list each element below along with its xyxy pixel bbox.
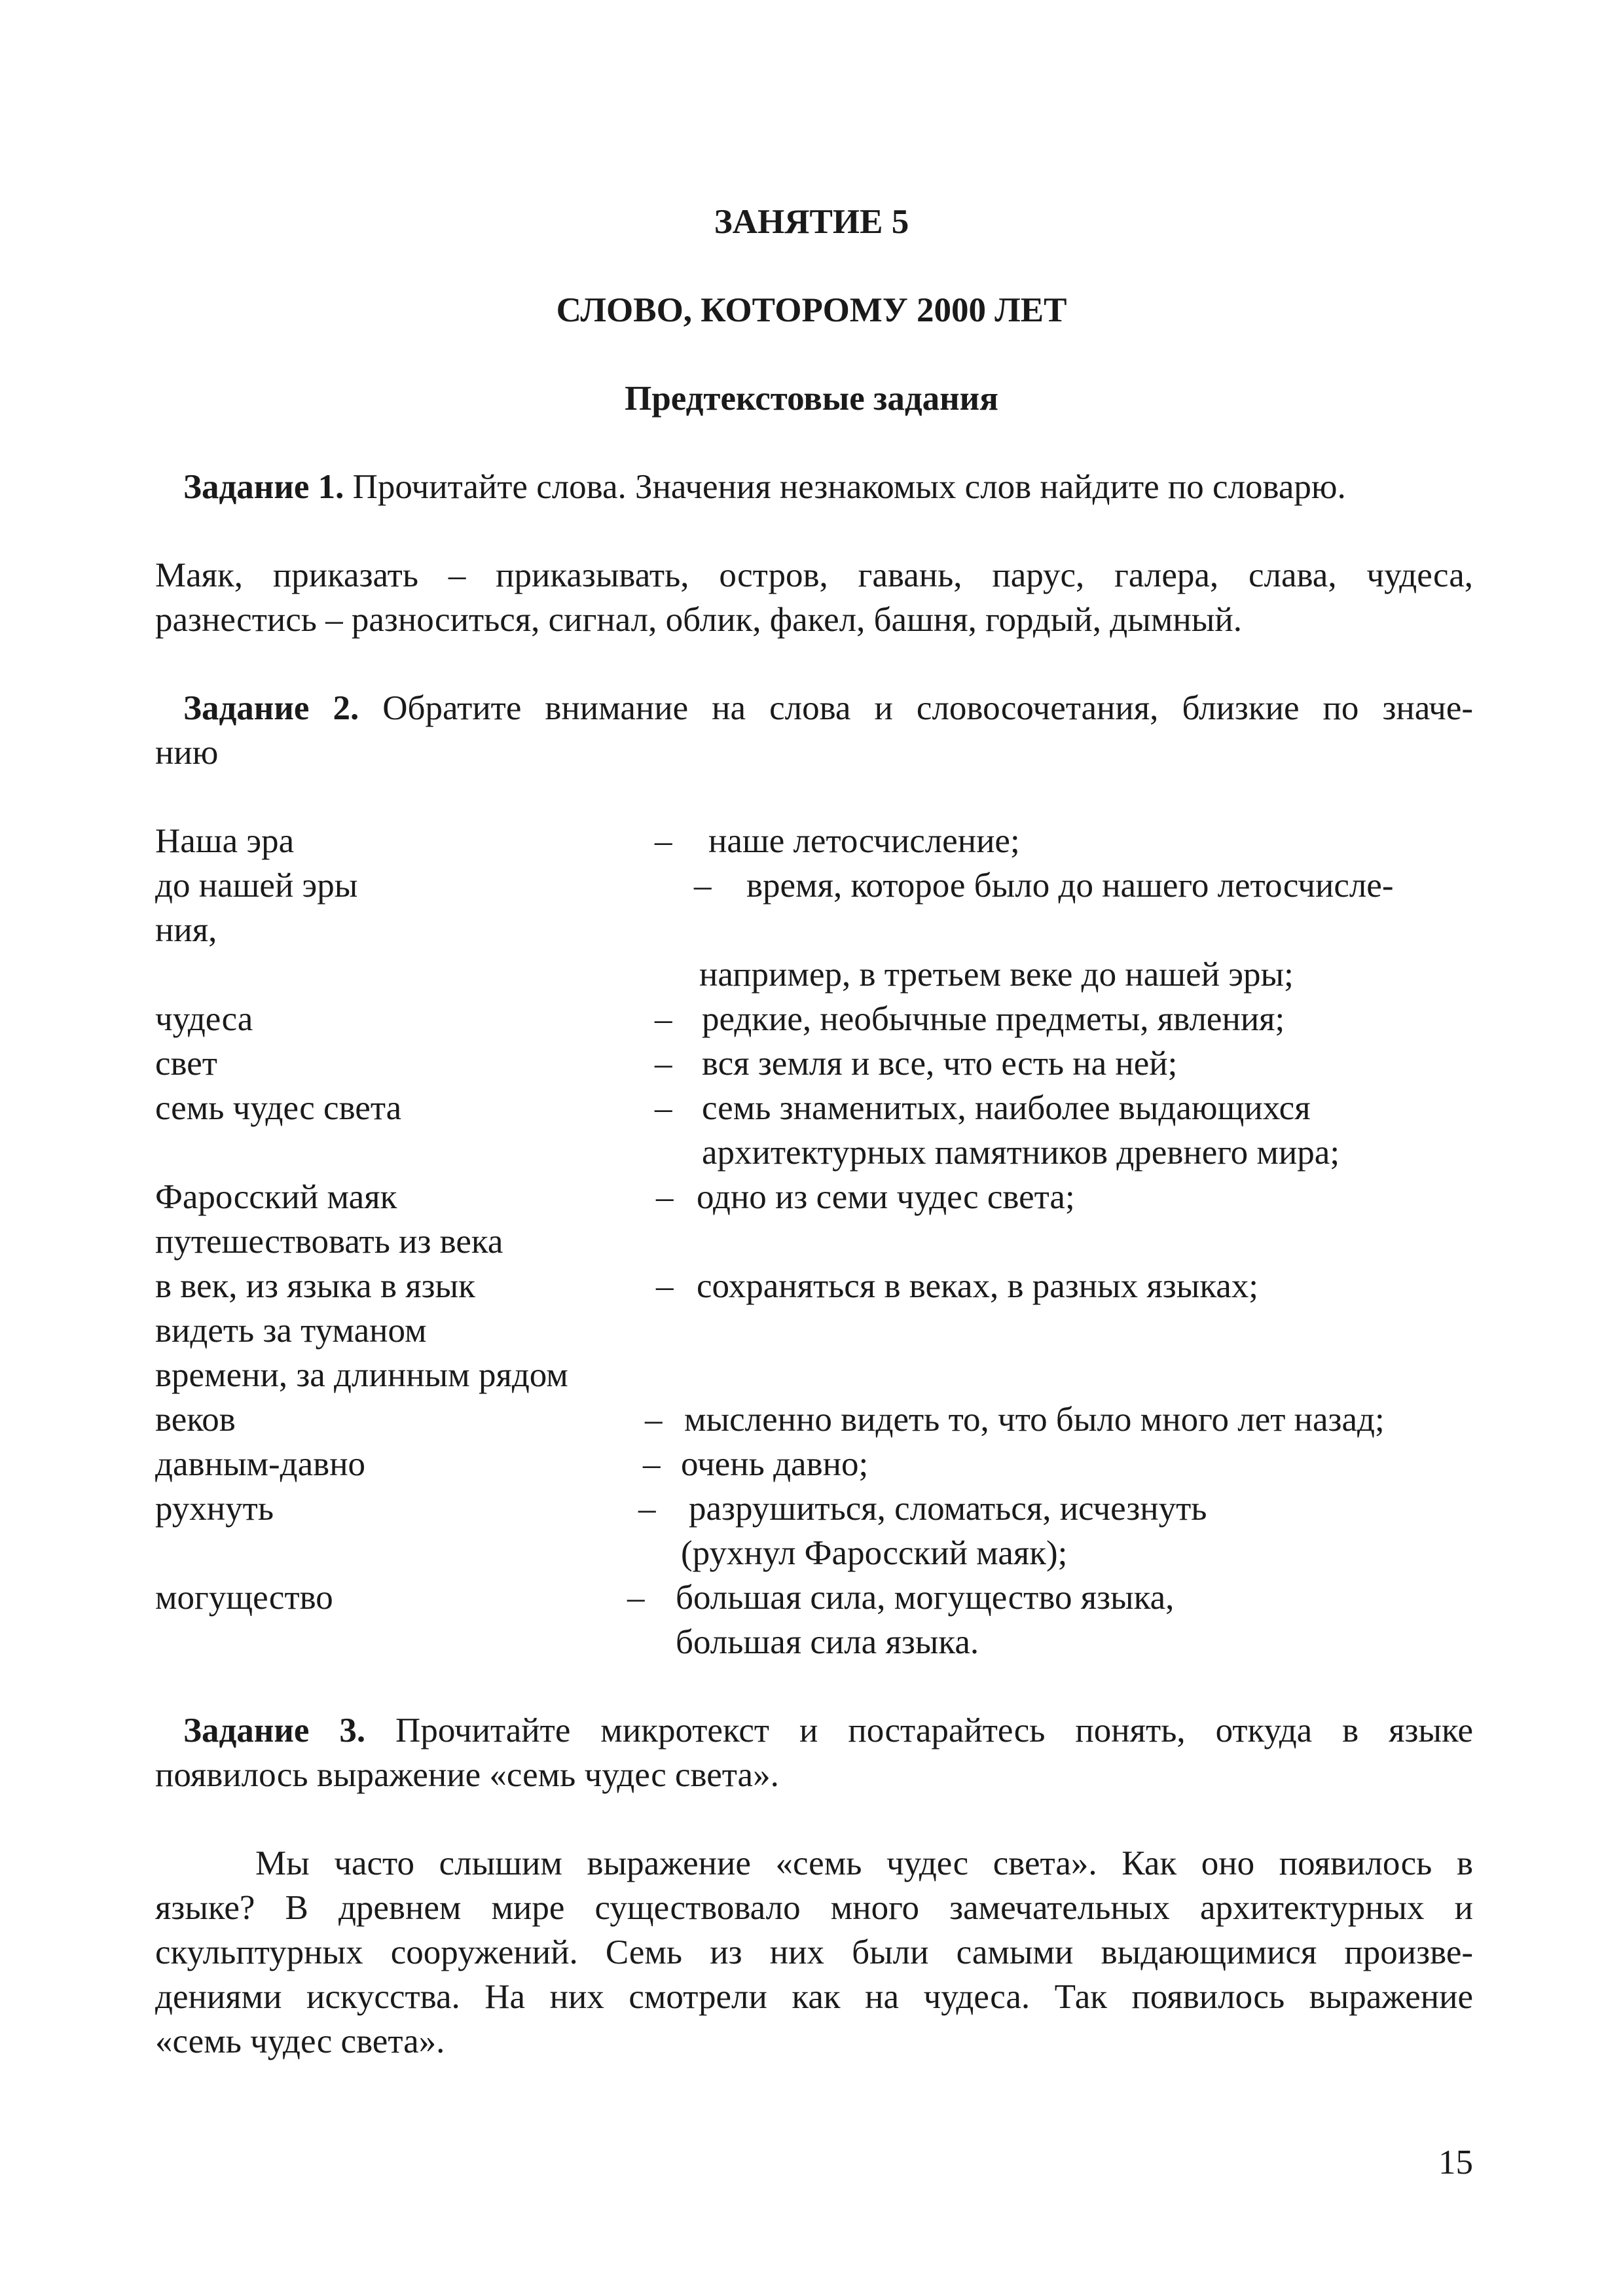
glossary-dash: – [655, 1089, 672, 1127]
microtext-line: дениями искусства. На них смотрели как на чудеса. Так появилось выражение [155, 1978, 1473, 2016]
glossary-dash: – [656, 1178, 674, 1216]
glossary-def: архитектурных памятников древнего мира; [702, 1134, 1340, 1172]
glossary-dash: – [655, 1000, 672, 1038]
glossary-dash: – [638, 1490, 656, 1528]
glossary-term: Наша эра [155, 822, 295, 860]
glossary-dash: – [645, 1401, 663, 1439]
glossary-dash: – [656, 1267, 674, 1305]
glossary-def: наше летосчисление; [708, 822, 1020, 860]
task1-paragraph [183, 465, 1346, 509]
glossary-def: большая сила языка. [676, 1623, 979, 1661]
lesson-title: ЗАНЯТИЕ 5 [714, 203, 909, 241]
glossary-def: редкие, необычные предметы, явления; [702, 1000, 1285, 1038]
page-number: 15 [1438, 2144, 1473, 2181]
glossary-term: рухнуть [155, 1490, 274, 1528]
glossary-def: одно из семи чудес света; [697, 1178, 1075, 1216]
glossary-term: ния, [155, 911, 217, 949]
glossary-dash: – [655, 1045, 672, 1083]
task3-line-1 [183, 1708, 1473, 1753]
glossary-term: свет [155, 1045, 217, 1083]
glossary-term: чудеса [155, 1000, 253, 1038]
glossary-term: видеть за туманом [155, 1312, 427, 1350]
glossary-term: могущество [155, 1579, 333, 1617]
glossary-term: Фаросский маяк [155, 1178, 397, 1216]
microtext-line: «семь чудес света». [155, 2022, 445, 2060]
glossary-dash: – [655, 822, 672, 860]
glossary-dash: – [627, 1579, 645, 1617]
microtext-line: скульптурных сооружений. Семь из них были самыми выдающимися произве- [155, 1933, 1473, 1971]
section-title: Предтекстовые задания [625, 380, 998, 418]
task1-label: Задание 1. [183, 468, 344, 506]
glossary-def: разрушиться, сломаться, исчезнуть [689, 1490, 1207, 1528]
glossary-def: очень давно; [681, 1445, 869, 1483]
glossary-term: путешествовать из века [155, 1223, 503, 1261]
glossary-term: времени, за длинным рядом [155, 1356, 568, 1394]
words-line-2: разнестись – разноситься, сигнал, облик, факел, башня, гордый, дымный. [155, 601, 1242, 639]
glossary-term: в век, из языка в язык [155, 1267, 475, 1305]
microtext-line: языке? В древнем мире существовало много замечательных архитектурных и [155, 1889, 1473, 1927]
task2-label: Задание 2. [183, 689, 359, 727]
glossary-term: семь чудес света [155, 1089, 402, 1127]
task3-line-2: появилось выражение «семь чудес света». [155, 1756, 779, 1794]
glossary-def: время, которое было до нашего летосчисле- [746, 867, 1394, 905]
task2-text-1: Обратите внимание на слова и словосочетания, близкие по значе- [359, 689, 1473, 727]
glossary-term: веков [155, 1401, 236, 1439]
task3-text-1: Прочитайте микротекст и постарайтесь понять, откуда в языке [365, 1712, 1473, 1749]
glossary-def: большая сила, могущество языка, [676, 1579, 1175, 1617]
glossary-def: мысленно видеть то, что было много лет назад; [684, 1401, 1385, 1439]
task2-line-2: нию [155, 734, 219, 772]
glossary-term: давным-давно [155, 1445, 366, 1483]
task3-label: Задание 3. [183, 1712, 366, 1749]
lesson-subtitle: СЛОВО, КОТОРОМУ 2000 ЛЕТ [556, 291, 1067, 329]
microtext-line: Мы часто слышим выражение «семь чудес света». Как оно появилось в [255, 1844, 1473, 1882]
words-line-1: Маяк, приказать – приказывать, остров, гавань, парус, галера, слава, чудеса, [155, 556, 1473, 594]
glossary-dash: – [643, 1445, 661, 1483]
glossary-def: (рухнул Фаросский маяк); [681, 1534, 1068, 1572]
glossary-def: семь знаменитых, наиболее выдающихся [702, 1089, 1311, 1127]
task2-line-1 [183, 686, 1473, 730]
glossary-dash: – [694, 867, 712, 905]
task1-text: Прочитайте слова. Значения незнакомых слов найдите по словарю. [344, 468, 1346, 506]
glossary-def: вся земля и все, что есть на ней; [702, 1045, 1178, 1083]
glossary-def: сохраняться в веках, в разных языках; [697, 1267, 1259, 1305]
glossary-term: до нашей эры [155, 867, 358, 905]
glossary-def: например, в третьем веке до нашей эры; [699, 956, 1294, 994]
